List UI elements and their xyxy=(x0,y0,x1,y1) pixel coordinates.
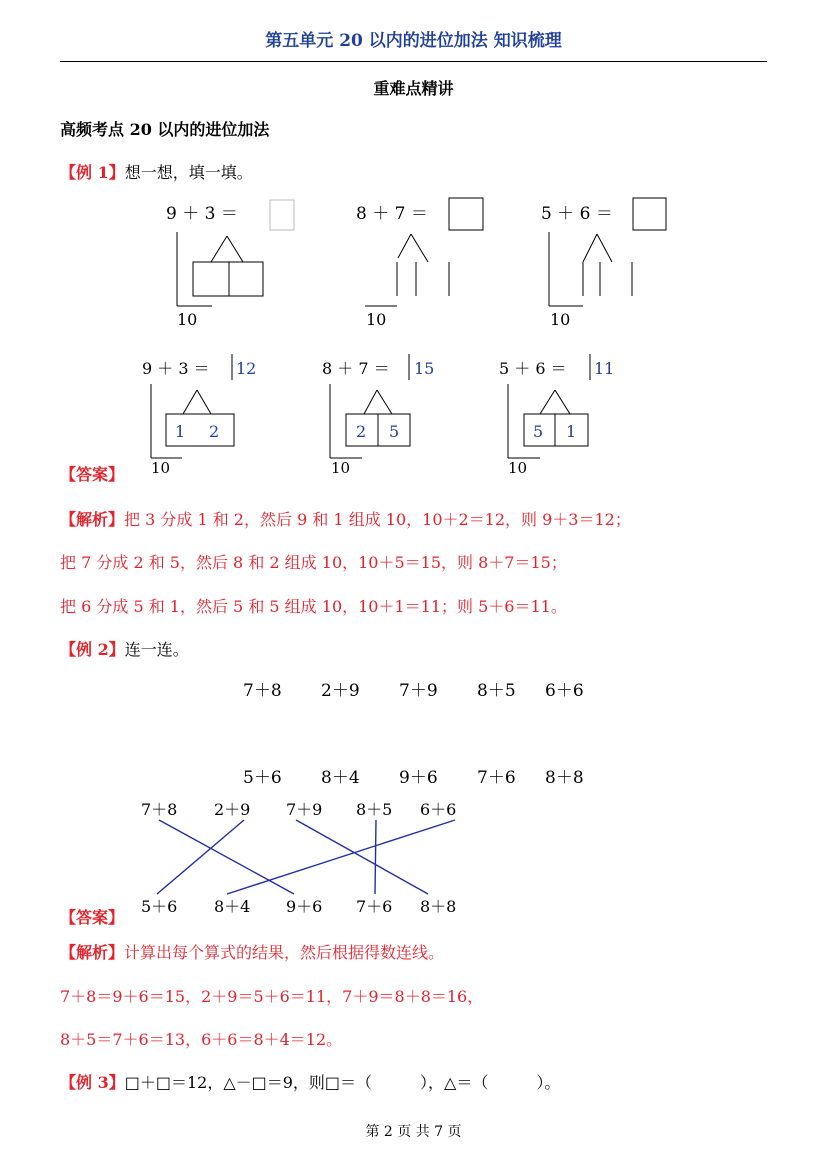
problem-expression: 8 ＋ 7 ＝ xyxy=(322,359,390,378)
top-expression: 2＋9 xyxy=(321,681,360,701)
part-value: 5 xyxy=(533,422,544,441)
part-value: 5 xyxy=(389,422,400,441)
page-footer: 第 2 页 共 7 页 xyxy=(365,1124,462,1140)
top-expression: 6＋6 xyxy=(545,681,584,701)
answer-top-expression: 2＋9 xyxy=(214,800,251,819)
match-line xyxy=(375,820,376,894)
bottom-expression: 8＋4 xyxy=(321,768,360,788)
section-title: 重难点精讲 xyxy=(373,79,454,98)
answer-bottom-expression: 5＋6 xyxy=(141,897,178,916)
match-line xyxy=(157,820,244,894)
example1-analysis-line: 把 6 分成 5 和 1，然后 5 和 5 组成 10，10＋1＝11；则 5＋6＝11。 xyxy=(60,597,567,616)
analysis-tag: 【解析】 xyxy=(60,510,125,529)
part-value: 2 xyxy=(209,422,220,441)
example2-prompt: 连一连。 xyxy=(124,640,189,659)
answer-top-expression: 6＋6 xyxy=(420,800,457,819)
ten-label: 10 xyxy=(508,459,528,477)
answer-value: 15 xyxy=(414,359,435,378)
example2-tag: 【例 2】 xyxy=(60,640,125,659)
match-line xyxy=(159,820,294,894)
example2-analysis-line: 7＋8＝9＋6＝15，2＋9＝5＋6＝11，7＋9＝8＋8＝16， xyxy=(60,987,484,1006)
ten-label: 10 xyxy=(151,459,171,477)
topic-title: 高频考点 20 以内的进位加法 xyxy=(60,120,270,139)
example3-tag: 【例 3】 xyxy=(60,1073,125,1092)
match-line xyxy=(227,820,455,894)
problem-expression: 5 ＋ 6 ＝ xyxy=(541,204,613,224)
part-value: 1 xyxy=(175,422,186,441)
ten-label: 10 xyxy=(366,310,387,329)
answer-top-expression: 8＋5 xyxy=(356,800,393,819)
bottom-expression: 9＋6 xyxy=(399,768,438,788)
example1-prompt: 想一想，填一填。 xyxy=(124,163,253,182)
example1-analysis-line: 把 7 分成 2 和 5，然后 8 和 2 组成 10，10＋5＝15，则 8＋7＝15； xyxy=(60,553,567,572)
ten-label: 10 xyxy=(177,310,198,329)
example3-line xyxy=(60,1070,560,1093)
problem-expression: 9 ＋ 3 ＝ xyxy=(142,359,210,378)
answer-top-expression: 7＋9 xyxy=(286,800,323,819)
example3-text: □＋□＝12，△－□＝9，则□＝（ ），△＝（ ）。 xyxy=(124,1073,561,1092)
top-expression: 7＋8 xyxy=(243,681,282,701)
answer-tag: 【答案】 xyxy=(60,465,125,484)
problem-expression: 5 ＋ 6 ＝ xyxy=(499,359,567,378)
problem-expression: 9 ＋ 3 ＝ xyxy=(166,204,238,224)
answer-tag: 【答案】 xyxy=(60,908,125,927)
analysis-text: 把 3 分成 1 和 2，然后 9 和 1 组成 10，10＋2＝12，则 9＋3＝12； xyxy=(124,510,631,529)
bottom-expression: 8＋8 xyxy=(545,768,584,788)
answer-bottom-expression: 8＋8 xyxy=(420,897,457,916)
part-value: 1 xyxy=(566,422,577,441)
example1-tag: 【例 1】 xyxy=(60,163,125,182)
answer-top-expression: 7＋8 xyxy=(141,800,178,819)
answer-value: 12 xyxy=(236,359,257,378)
ten-label: 10 xyxy=(331,459,351,477)
top-expression: 7＋9 xyxy=(399,681,438,701)
analysis-text: 计算出每个算式的结果，然后根据得数连线。 xyxy=(124,943,445,962)
answer-bottom-expression: 8＋4 xyxy=(214,897,251,916)
part-value: 2 xyxy=(356,422,367,441)
problem-expression: 8 ＋ 7 ＝ xyxy=(356,204,428,224)
page-header-title: 第五单元 20 以内的进位加法 知识梳理 xyxy=(265,31,562,51)
ten-label: 10 xyxy=(550,310,571,329)
answer-bottom-expression: 9＋6 xyxy=(286,897,323,916)
example2-analysis-line xyxy=(60,940,444,963)
bottom-expression: 5＋6 xyxy=(243,768,282,788)
bottom-expression: 7＋6 xyxy=(477,768,516,788)
top-expression: 8＋5 xyxy=(477,681,516,701)
match-line xyxy=(296,820,428,894)
analysis-tag: 【解析】 xyxy=(60,943,125,962)
answer-bottom-expression: 7＋6 xyxy=(356,897,393,916)
answer-value: 11 xyxy=(594,359,615,378)
example2-analysis-line: 8＋5＝7＋6＝13，6＋6＝8＋4＝12。 xyxy=(60,1030,343,1049)
